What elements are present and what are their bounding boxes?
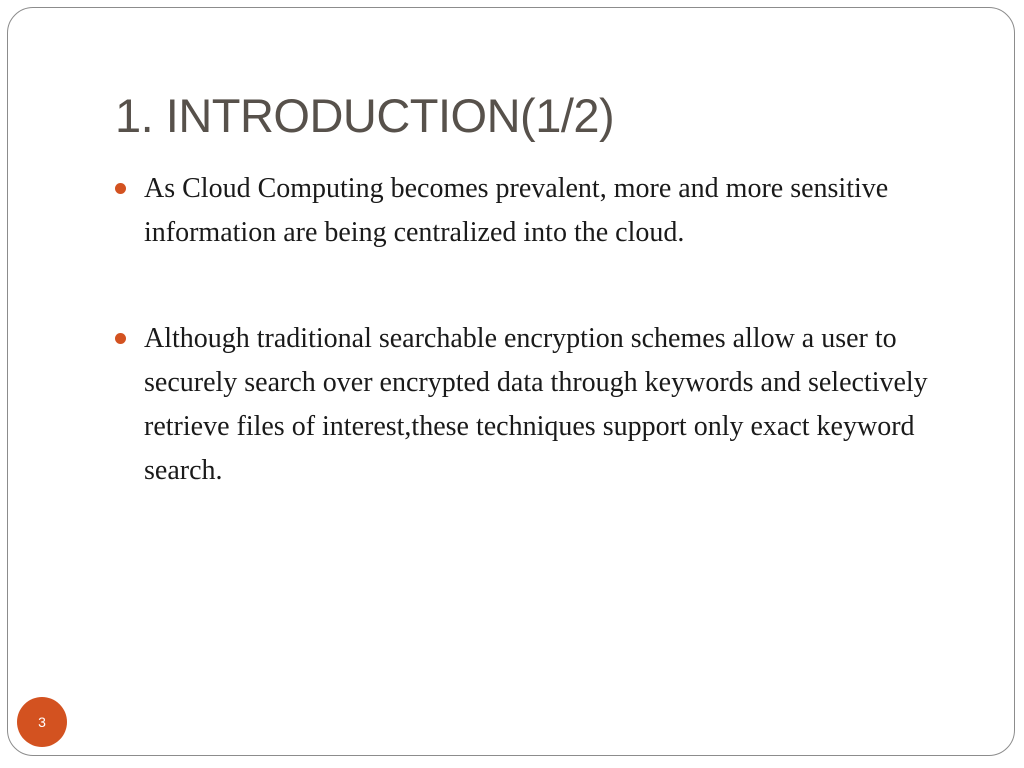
page-number-badge: 3 xyxy=(17,697,67,747)
bullet-list xyxy=(113,167,943,493)
bullet-item-searchable-encryption xyxy=(113,317,943,493)
bullet-text: As Cloud Computing becomes prevalent, more and more sensitive information are being centralized into the cloud. xyxy=(144,173,889,248)
bullet-text: Although traditional searchable encryption schemes allow a user to securely search over encrypted data through keywords and selectively retrieve files of interest,these techniques support only exact keyword search. xyxy=(144,323,928,486)
bullet-dot-icon xyxy=(115,333,126,344)
bullet-item-cloud-computing xyxy=(113,167,943,255)
bullet-dot-icon xyxy=(115,183,126,194)
slide-title: 1. INTRODUCTION(1/2) xyxy=(115,89,615,142)
